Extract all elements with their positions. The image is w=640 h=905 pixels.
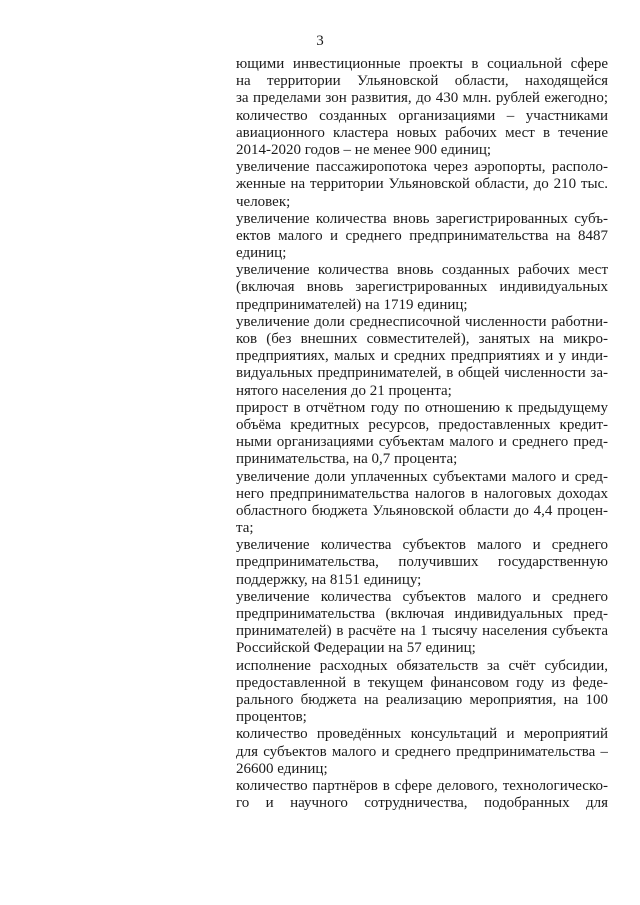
text-line: процентов; xyxy=(236,709,307,726)
text-line: ков (без внешних совместителей), занятых на микро- xyxy=(236,331,608,347)
text-line: увеличение количества субъектов малого и среднего xyxy=(236,537,608,554)
text-line: за пределами зон развития, до 430 млн. рублей ежегодно; xyxy=(236,90,608,107)
text-line: (включая вновь зарегистрированных индивидуальных xyxy=(236,279,608,296)
text-line: увеличение доли среднесписочной численности работни- xyxy=(236,313,608,330)
page-number: 3 xyxy=(316,33,324,49)
text-line: принимателей) в расчёте на 1 тысячу населения субъекта xyxy=(236,623,608,640)
text-line: количество партнёров в сфере делового, технологическо- xyxy=(236,777,608,794)
text-line: предпринимателей) на 1719 единиц; xyxy=(236,296,468,313)
text-line: увеличение доли уплаченных субъектами малого и сред- xyxy=(236,468,608,485)
text-line: на территории Ульяновской области, находящейся xyxy=(236,73,608,90)
text-line: рального бюджета на реализацию мероприятия, на 100 xyxy=(236,691,608,708)
text-line: видуальных предпринимателей, в общей численности за- xyxy=(236,365,608,382)
document-body xyxy=(236,56,608,812)
text-line: предоставленной в текущем финансовом году из феде- xyxy=(236,674,608,691)
text-line: количество проведённых консультаций и мероприятий xyxy=(236,726,608,743)
text-line: увеличение количества субъектов малого и среднего xyxy=(236,588,608,605)
text-line: единиц; xyxy=(236,245,287,262)
text-line: го и научного сотрудничества, подобранных для xyxy=(236,795,608,812)
text-line: увеличение количества вновь зарегистрированных субъ- xyxy=(236,210,608,227)
text-line: женные на территории Ульяновской области, до 210 тыс. xyxy=(236,176,608,193)
text-line: принимательства, на 0,7 процента; xyxy=(236,451,458,468)
text-line: поддержку, на 8151 единицу; xyxy=(236,571,422,588)
text-line: ектов малого и среднего предпринимательства на 8487 xyxy=(236,227,608,244)
text-line: предпринимательства, получивших государственную xyxy=(236,554,608,571)
text-line: предпринимательства (включая индивидуальных пред- xyxy=(236,606,608,622)
text-line: количество созданных организациями – участниками xyxy=(236,107,608,124)
text-line: нятого населения до 21 процента; xyxy=(236,382,452,399)
text-line: для субъектов малого и среднего предпринимательства – xyxy=(236,743,608,760)
text-line: предприятиях, малых и средних предприятиях и у инди- xyxy=(236,348,608,365)
text-line: ными организациями субъектам малого и среднего пред- xyxy=(236,434,608,451)
text-line: Российской Федерации на 57 единиц; xyxy=(236,640,476,657)
text-line: авиационного кластера новых рабочих мест в течение xyxy=(236,124,608,141)
text-line: увеличение пассажиропотока через аэропорты, располо- xyxy=(236,159,608,176)
text-line: 26600 единиц; xyxy=(236,760,328,777)
text-line: объёма кредитных ресурсов, предоставленных кредит- xyxy=(236,416,608,433)
text-line: исполнение расходных обязательств за счёт субсидии, xyxy=(236,657,608,674)
text-line: увеличение количества вновь созданных рабочих мест xyxy=(236,262,608,279)
text-line: ющими инвестиционные проекты в социальной сфере xyxy=(236,56,608,72)
text-line: человек; xyxy=(236,193,291,210)
text-line: та; xyxy=(236,520,254,537)
text-line: областного бюджета Ульяновской области до 4,4 процен- xyxy=(236,502,608,519)
text-line: прирост в отчётном году по отношению к предыдущему xyxy=(236,399,608,416)
text-line: 2014-2020 годов – не менее 900 единиц; xyxy=(236,141,492,158)
text-line: него предпринимательства налогов в налоговых доходах xyxy=(236,485,608,502)
